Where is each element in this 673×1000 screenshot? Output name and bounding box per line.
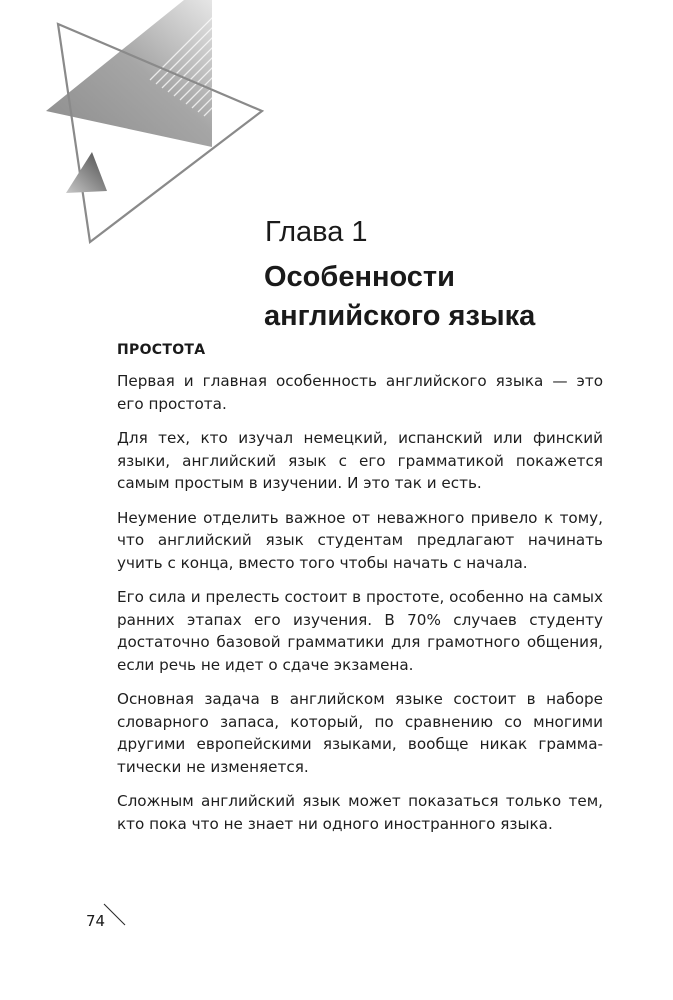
page-number: 74	[86, 912, 106, 930]
chapter-title-line-2: английского языка	[264, 300, 536, 332]
body-text	[117, 370, 603, 847]
section-heading: ПРОСТОТА	[117, 342, 206, 358]
small-filled-triangle	[66, 152, 107, 193]
chapter-title	[264, 258, 624, 336]
page-number-slash	[104, 904, 125, 925]
paragraph: Неумение отделить важное от неважного привело к тому, что английский язык студентам предлагают начинать учить с конца, вместо того чтобы начать с начала.	[117, 508, 603, 572]
chapter-title-line-1: Особенности	[264, 261, 455, 293]
paragraph: Для тех, кто изучал немецкий, испанский или финский языки, английский язык с его грамматикой покажется самым простым в изучении. И это так и есть.	[117, 429, 603, 492]
paragraph: Его сила и прелесть состоит в простоте, особенно на самых ранних этапах его изучения. В 70% случаев студенту достаточно базовой грамматики для грамотного общения, если речь не идет о сдаче экзамена.	[117, 588, 603, 674]
paragraph: Сложным английский язык может показаться только тем, кто пока что не знает ни одного иностранного языка.	[117, 792, 603, 833]
chapter-label: Глава 1	[265, 216, 368, 248]
paragraph: Основная задача в английском языке состоит в наборе словарного запаса, который, по сравнению со многими другими европейскими языками, вообще никак грамматически не изменяется.	[117, 690, 603, 776]
paragraph: Первая и главная особенность английского языка — это его простота.	[117, 372, 603, 413]
